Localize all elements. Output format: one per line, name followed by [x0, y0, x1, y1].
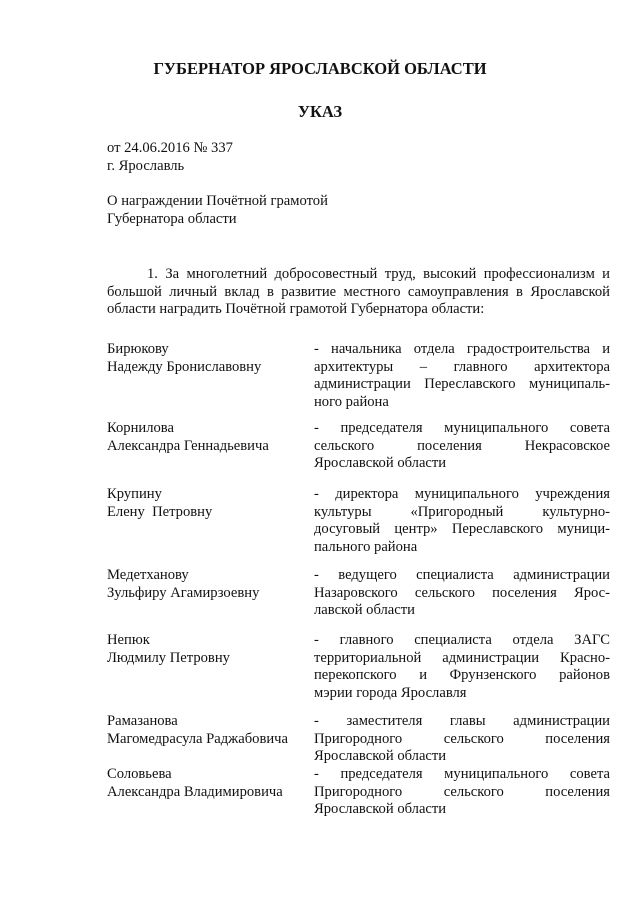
awardee-surname: Рамазанова [107, 713, 178, 729]
awardee-surname: Крупину [107, 486, 162, 502]
awardee-name [107, 486, 302, 521]
position-line: - председателя муниципального совета [314, 420, 610, 436]
subject-line-2: Губернатора области [107, 210, 237, 227]
awardee-surname: Медетханову [107, 567, 189, 583]
decree-subject [107, 193, 507, 228]
awardee-name [107, 632, 302, 667]
position-line: Пригородного сельского поселения [314, 783, 610, 800]
position-line: сельского поселения Некрасовское [314, 437, 610, 454]
awardee-given-name: Александра Геннадьевича [107, 437, 269, 454]
position-line: пального района [314, 538, 418, 555]
position-line: - ведущего специалиста администрации [314, 567, 610, 583]
decree-clause-1: 1. За многолетний добросовестный труд, высокий профессионализм и большой личный вклад в развитие местного самоуправления в Ярославской области наградить Почётной грамотой Губернатора области: [107, 266, 610, 317]
awardee-position [314, 567, 610, 620]
awardee-position [314, 341, 610, 411]
awardee-name [107, 420, 302, 455]
awardee-position [314, 420, 610, 473]
awardee-position [314, 486, 610, 556]
position-line: ного района [314, 393, 389, 410]
awardee-given-name: Магомедрасула Раджабовича [107, 730, 288, 747]
position-line: архитектуры – главного архитектора [314, 358, 610, 375]
position-line: - директора муниципального учреждения [314, 486, 610, 502]
awardee-surname: Непюк [107, 632, 150, 648]
position-line: перекопского и Фрунзенского районов [314, 667, 610, 683]
position-line: - главного специалиста отдела ЗАГС [314, 632, 610, 648]
document-type: УКАЗ [297, 102, 343, 121]
position-line: Ярославской области [314, 455, 447, 471]
subject-line-1: О награждении Почётной грамотой [107, 193, 328, 209]
decree-meta [107, 140, 507, 175]
awardee-name [107, 341, 302, 376]
awardee-given-name: Александра Владимировича [107, 783, 283, 800]
awardee-name [107, 713, 302, 748]
awardee-surname: Корнилова [107, 420, 174, 436]
position-line: - председателя муниципального совета [314, 766, 610, 782]
awardee-surname: Соловьева [107, 766, 172, 782]
position-line: лавской области [314, 602, 415, 618]
position-line: культуры «Пригородный культурно- [314, 503, 610, 520]
decree-city: г. Ярославль [107, 157, 185, 174]
awardee-name [107, 766, 302, 801]
position-line: мэрии города Ярославля [314, 684, 467, 701]
awardee-surname: Бирюкову [107, 341, 169, 357]
awardee-position [314, 766, 610, 819]
awardee-given-name: Зульфиру Агамирзоевну [107, 584, 260, 601]
position-line: Назаровского сельского поселения Ярос- [314, 584, 610, 601]
awardee-position [314, 713, 610, 766]
position-line: Ярославской области [314, 748, 447, 764]
position-line: - начальника отдела градостроительства и [314, 341, 610, 357]
position-line: досуговый центр» Переславского муници- [314, 521, 610, 537]
decree-date-number: от 24.06.2016 № 337 [107, 140, 233, 156]
position-line: Пригородного сельского поселения [314, 730, 610, 747]
position-line: Ярославской области [314, 801, 447, 817]
position-line: администрации Переславского муниципаль- [314, 376, 610, 392]
awardee-given-name: Елену Петровну [107, 503, 213, 520]
awardee-given-name: Людмилу Петровну [107, 649, 230, 666]
awardee-position [314, 632, 610, 702]
position-line: - заместителя главы администрации [314, 713, 610, 729]
awardee-given-name: Надежду Брониславовну [107, 358, 262, 375]
document-title: ГУБЕРНАТОР ЯРОСЛАВСКОЙ ОБЛАСТИ [153, 59, 487, 78]
awardee-name [107, 567, 302, 602]
position-line: территориальной администрации Красно- [314, 649, 610, 666]
